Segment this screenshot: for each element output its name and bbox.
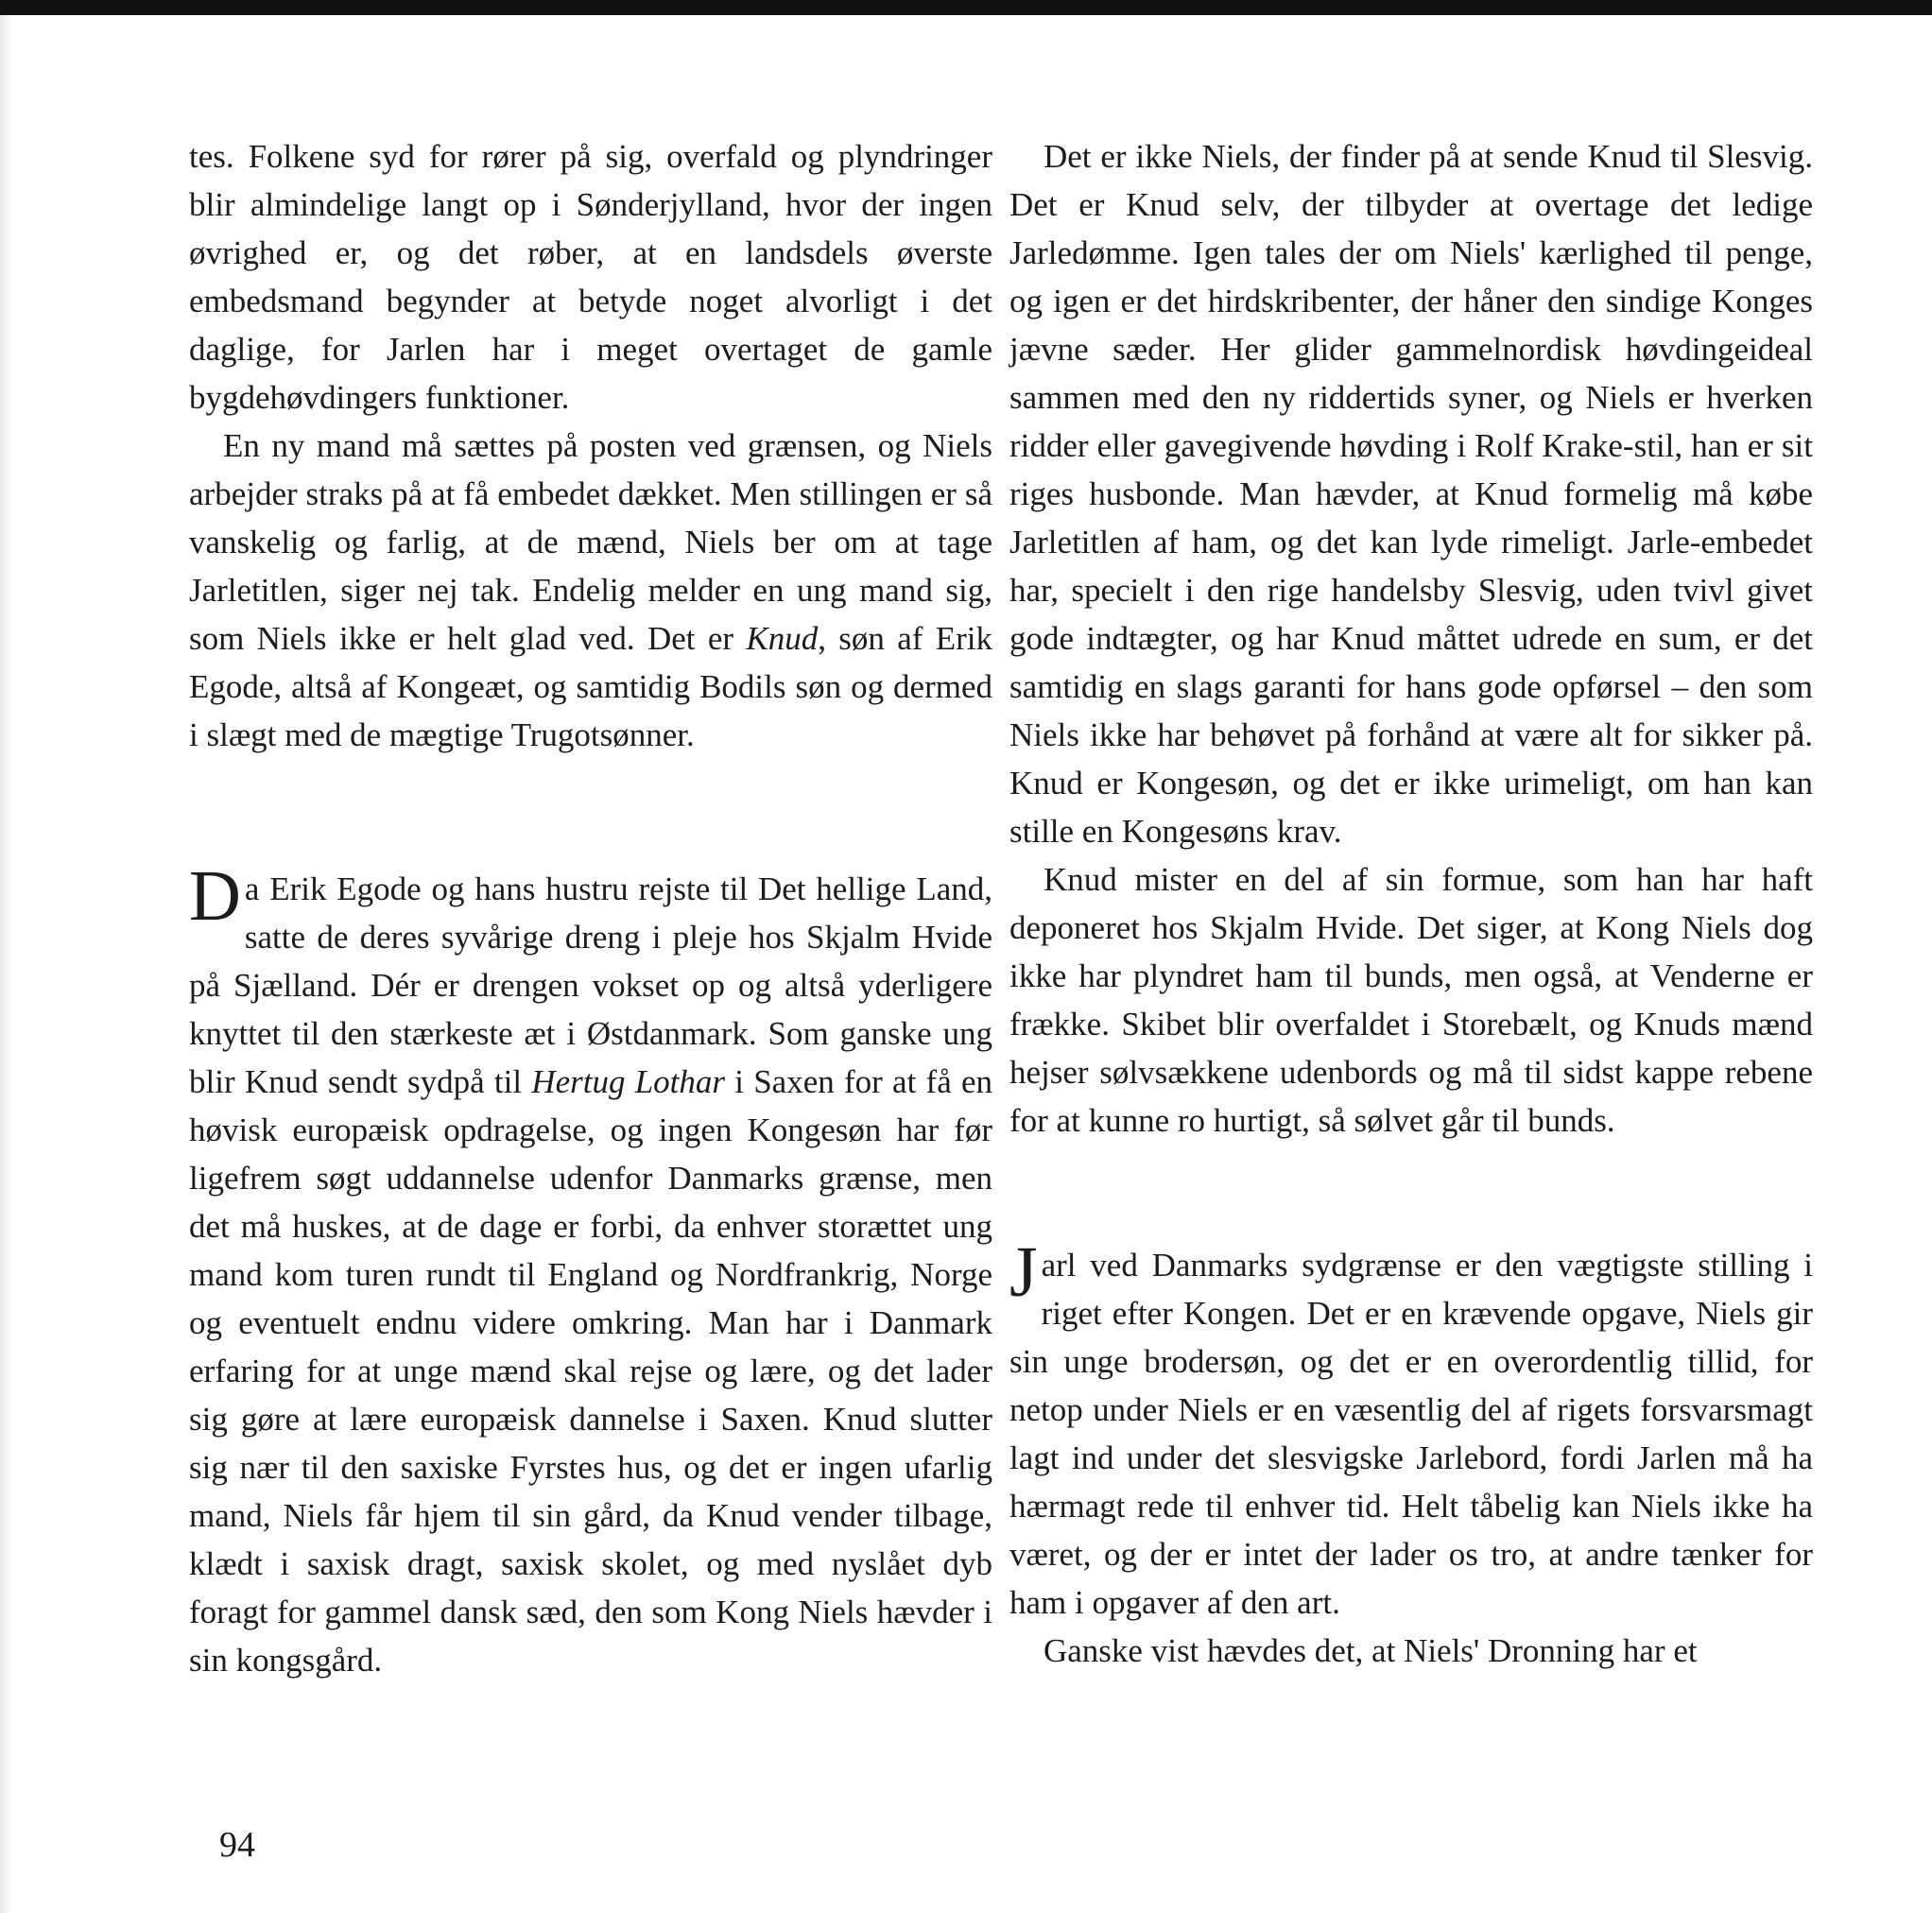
paragraph-new-man — [189, 422, 992, 759]
paragraph-continued: tes. Folkene syd for rører på sig, overfald og plyndringer blir almindelige langt op i Sønderjylland, hvor der ingen øvrighed er, og det røber, at en landsdels øverste embedsmand begynder at betyde noget alvorligt i det daglige, for Jarlen har i meget overtaget de gamle bygdehøvdingers funktioner. — [189, 138, 992, 416]
paragraph-text: arl ved Danmarks sydgrænse er den vægtigste stilling i riget efter Kongen. Det er en krævende opgave, Niels gir sin unge brodersøn, og det er en overordentlig tillid, for netop under Niels er en væsentlig del af rigets forsvarsmagt lagt ind under det slesvigske Jarlebord, fordi Jarlen må ha hærmagt rede til enhver tid. Helt tåbelig kan Niels ikke ha været, og der er intet der lader os tro, at andre tænker for ham i opgaver af den art. — [1009, 1247, 1813, 1621]
paragraph-text: a Erik Egode og hans hustru rejste til Det hellige Land, satte de deres syvårige dreng i pleje hos Skjalm Hvide på Sjælland. Dér er drengen vokset op og altså yderligere knyttet til den stærkeste æt i Østdanmark. Som ganske ung blir Knud sendt sydpå til — [189, 870, 992, 1100]
right-column — [1009, 132, 1813, 1675]
section-break — [189, 759, 992, 865]
paragraph-text: , søn af Erik Egode, altså af Kongeæt, og samtidig Bodils søn og dermed i slægt med de mægtige Trugotsønner. — [189, 620, 992, 753]
section-break — [1009, 1145, 1813, 1241]
paragraph-erik-egode — [189, 856, 993, 1684]
paragraph-jarl — [1009, 1232, 1813, 1627]
paragraph-text: En ny mand må sættes på posten ved grænsen, og Niels arbejder straks på at få embedet dækket. Men stillingen er så vanskelig og farlig, at de mænd, Niels ber om at tage Jarletitlen, siger nej tak. Endelig melder en ung mand sig, som Niels ikke er helt glad ved. Det er — [189, 427, 992, 657]
page-number: 94 — [219, 1825, 255, 1865]
paragraph-slesvig: Det er ikke Niels, der finder på at sende Knud til Slesvig. Det er Knud selv, der tilbyder at overtage det ledige Jarledømme. Igen tales der om Niels' kærlighed til penge, og igen er det hirdskribenter, der håner den sindige Konges jævne sæder. Her glider gammelnordisk høvdingeideal sammen med den ny riddertids syner, og Niels er hverken ridder eller gavegivende høvding i Rolf Krake-stil, han er sit riges husbonde. Man hævder, at Knud formelig må købe Jarletitlen af ham, og det kan lyde rimeligt. Jarle-embedet har, specielt i den rige handelsby Slesvig, uden tvivl givet gode indtægter, og har Knud måttet udrede en sum, er det samtidig en slags garanti for hans gode opførsel – den som Niels ikke har behøvet på forhånd at være alt for sikker på. Knud er Kongesøn, og det er ikke urimeligt, om han kan stille en Kongesøns krav. — [1009, 138, 1813, 850]
italic-name: Hertug Lothar — [531, 1063, 726, 1100]
paragraph-text: i Saxen for at få en høvisk europæisk opdragelse, og ingen Kongesøn har før ligefrem søgt uddannelse udenfor Danmarks grænse, men det må huskes, at de dage er forbi, da enhver storættet ung mand kom turen rundt til England og Nordfrankrig, Norge og eventuelt endnu videre omkring. Man har i Danmark erfaring for at unge mænd skal rejse og lære, og det lader sig gøre at lære europæisk dannelse i Saxen. Knud slutter sig nær til den saxiske Fyrstes hus, og det er ingen ufarlig mand, Niels får hjem til sin gård, da Knud vender tilbage, klædt i saxisk dragt, saxisk skolet, og med nyslået dyb foragt for gammel dansk sæd, den som Kong Niels hævder i sin kongsgård. — [189, 1063, 993, 1679]
left-column — [189, 132, 992, 1684]
italic-name: Knud — [746, 620, 819, 657]
paragraph-formue: Knud mister en del af sin formue, som han har haft deponeret hos Skjalm Hvide. Det siger, at Kong Niels dog ikke har plyndret ham til bunds, men også, at Venderne er frække. Skibet blir overfaldet i Storebælt, og Knuds mænd hejser sølvsækkene udenbords og må til sidst kappe rebene for at kunne ro hurtigt, så sølvet går til bunds. — [1009, 861, 1813, 1139]
drop-cap: D — [189, 856, 241, 936]
drop-cap: J — [1009, 1232, 1038, 1312]
binding-edge — [0, 15, 13, 1913]
paragraph-dronning: Ganske vist hævdes det, at Niels' Dronning har et — [1044, 1632, 1698, 1669]
top-edge-shadow — [0, 0, 1932, 15]
